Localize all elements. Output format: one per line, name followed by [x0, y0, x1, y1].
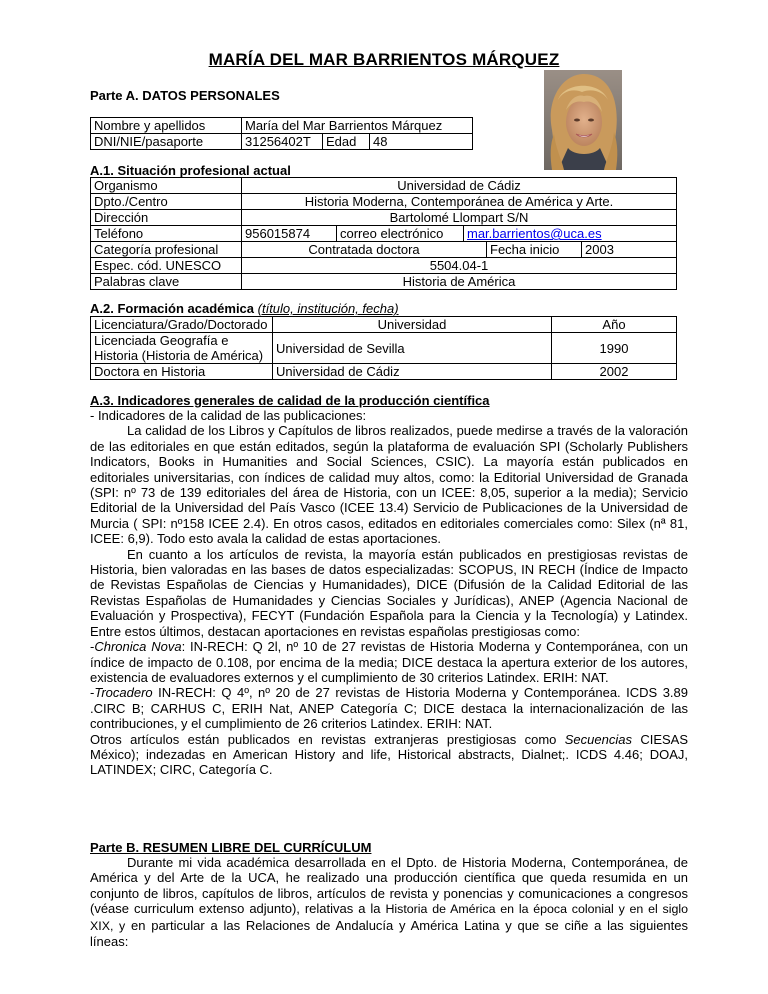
col-title: Licenciatura/Grado/Doctorado — [91, 317, 273, 333]
a2-heading — [90, 301, 399, 316]
degree-1-university: Universidad de Sevilla — [273, 333, 552, 364]
claves-value: Historia de América — [242, 274, 677, 290]
age-label: Edad — [323, 134, 370, 150]
profile-photo — [544, 70, 622, 170]
a3-paragraph-books: La calidad de los Libros y Capítulos de libros realizados, puede medirse a través de la valoración de las editoriales en que están editados, según la plataforma de evaluación SPI (Scholarly Publishers Indicators, Books in Humanities and Social Sciences, CSIC). La mayoría están publicados en editoriales universitarias, con índices de calidad muy altos, como: la Editorial Universidad de Granada (SPI: nº 73 de 139 editoriales del área de Historia, con un ICEE: 8,05, superior a la media); Servicio Editorial de la Universidad del País Vasco (ICEE 13.4) Servicio de Publicaciones de la Universidad de Murcia ( SPI: nº158 ICEE 2.4). En otros casos, editados en editoriales comerciales como: Silex (nª 81, ICEE: 6,9). Todo esto avala la calidad de estas aportaciones. — [90, 423, 688, 547]
degree-2-university: Universidad de Cádiz — [273, 364, 552, 380]
degree-1-title — [91, 333, 273, 364]
unesco-value: 5504.04-1 — [242, 258, 677, 274]
a3-chronica-nova: -Chronica Nova: IN-RECH: Q 2l, nº 10 de 27 revistas de Historia Moderna y Contemporánea, con un índice de impacto de 0.108, por encima de la media; DICE destaca la apertura exterior de los autores, existencia de evaluadores externos y el cumplimiento de 30 criterios Latindex. ERIH: NAT. — [90, 639, 688, 685]
telefono-subtable — [242, 226, 676, 241]
degree-1-title-line2: Historia (Historia de América) — [94, 348, 264, 363]
trocadero-title: Trocadero — [94, 685, 153, 701]
a3-intro: - Indicadores de la calidad de las publicaciones: — [90, 408, 367, 423]
a2-heading-italic: (título, institución, fecha) — [257, 301, 399, 316]
chronica-nova-text: : IN-RECH: Q 2l, nº 10 de 27 revistas de Historia Moderna y Contemporánea, con un índice de impacto de 0.108, por encima de la media; DICE destaca la apertura exterior de los autores, existencia de evaluadores externos y el cumplimiento de 30 criterios Latindex. ERIH: NAT. — [90, 639, 688, 685]
dni-value: 31256402T — [242, 134, 323, 150]
categoria-value: Contratada doctora — [242, 242, 487, 257]
email-label: correo electrónico — [337, 226, 464, 241]
part-b-heading: Parte B. RESUMEN LIBRE DEL CURRÍCULUM — [90, 840, 372, 855]
a3-foreign-journals — [90, 732, 688, 778]
categoria-subtable — [242, 242, 676, 257]
categoria-row-cell — [242, 242, 677, 258]
telefono-value: 956015874 — [242, 226, 337, 241]
age-value: 48 — [370, 134, 473, 150]
dni-label: DNI/NIE/pasaporte — [91, 134, 242, 150]
trocadero-text: IN-RECH: Q 4º, nº 20 de 27 revistas de Historia Moderna y Contemporánea. ICDS 3.89 .CIRC B; CARHUS C, ERIH Nat, ANEP Categoría C; DICE destaca la internacionalización de las contribuciones, y el cumplimiento de 26 criterios Latindex. ERIH: NAT. — [90, 685, 688, 732]
degree-1-title-line1: Licenciada Geografía e — [94, 333, 229, 348]
degree-2-year: 2002 — [552, 364, 677, 380]
part-a-heading: Parte A. DATOS PERSONALES — [90, 88, 280, 103]
part-b-paragraph — [90, 855, 688, 949]
part-b-text-b: en particular a las Relaciones de Andalucía y América Latina y que se ciñe a las siguientes líneas: — [90, 917, 688, 950]
telefono-label: Teléfono — [91, 226, 242, 242]
degree-1-year: 1990 — [552, 333, 677, 364]
direccion-value: Bartolomé Llompart S/N — [242, 210, 677, 226]
categoria-label: Categoría profesional — [91, 242, 242, 258]
email-link[interactable]: mar.barrientos@uca.es — [467, 226, 602, 241]
education-table — [90, 316, 677, 380]
fecha-label: Fecha inicio — [487, 242, 582, 257]
col-year: Año — [552, 317, 677, 333]
name-value: María del Mar Barrientos Márquez — [242, 118, 473, 134]
fecha-value: 2003 — [585, 242, 614, 257]
part-b-body — [90, 855, 688, 949]
a3-trocadero: -Trocadero IN-RECH: Q 4º, nº 20 de 27 revistas de Historia Moderna y Contemporánea. ICDS 3.89 .CIRC B; CARHUS C, ERIH Nat, ANEP Categoría C; DICE destaca la internacionalización de las contribuciones, y el cumplimiento de 26 criterios Latindex. ERIH: NAT. — [90, 685, 688, 732]
name-label: Nombre y apellidos — [91, 118, 242, 134]
unesco-label: Espec. cód. UNESCO — [91, 258, 242, 274]
dpto-value: Historia Moderna, Contemporánea de América y Arte. — [242, 194, 677, 210]
part-b-text-a: Durante mi vida académica desarrollada en el Dpto. de Historia Moderna, Contemporánea, de América y del Arte de la UCA, he realizado una producción científica que queda resumida en un conjunto de libros, capítulos de libros, artículos de revista y ponencias y comunicaciones a congresos (véase curriculum extenso adjunto), relativas a la — [90, 855, 688, 917]
portrait-image — [544, 70, 622, 170]
organismo-label: Organismo — [91, 178, 242, 194]
claves-label: Palabras clave — [91, 274, 242, 290]
dpto-label: Dpto./Centro — [91, 194, 242, 210]
professional-situation-table — [90, 177, 677, 290]
col-university: Universidad — [273, 317, 552, 333]
a3-body — [90, 408, 688, 778]
organismo-value: Universidad de Cádiz — [242, 178, 677, 194]
a3-heading: A.3. Indicadores generales de calidad de la producción científica — [90, 393, 490, 408]
telefono-row-cell — [242, 226, 677, 242]
personal-data-table — [90, 117, 473, 150]
foreign-text-a: Otros artículos están publicados en revistas extranjeras prestigiosas como — [90, 731, 565, 747]
foreign-text-b: CIESAS México); indezadas en American History and life, Historical abstracts, Dialnet;. ICDS 4.46; DOAJ, LATINDEX; CIRC, Categoría C. — [90, 731, 689, 778]
direccion-label: Dirección — [91, 210, 242, 226]
a1-heading: A.1. Situación profesional actual — [90, 163, 291, 178]
part-b-text-narrow: Historia de América en la época colonial y en el siglo XIX, y — [90, 902, 688, 933]
a3-paragraph-journals: En cuanto a los artículos de revista, la mayoría están publicados en prestigiosas revistas de Historia, bien valoradas en las bases de datos especializadas: SCOPUS, IN RECH (Índice de Impacto de Revistas Españolas de Ciencias y Humanidades), DICE (Difusión de la Calidad Editorial de las Revistas Españolas de Humanidades y Ciencias Sociales y Jurídicas), ANEP (Agencia Nacional de Evaluación y Prospectiva), FECYT (Fundación Española para la Ciencia y la Tecnología) y Latindex. Entre estos últimos, destacan aportaciones en revistas españolas prestigiosas como: — [90, 546, 688, 639]
page-title: MARÍA DEL MAR BARRIENTOS MÁRQUEZ — [208, 50, 560, 69]
a2-heading-bold: A.2. Formación académica — [90, 301, 255, 316]
secuencias-title: Secuencias — [564, 731, 632, 747]
degree-2-title: Doctora en Historia — [91, 364, 273, 380]
chronica-nova-title: Chronica Nova — [94, 639, 182, 655]
